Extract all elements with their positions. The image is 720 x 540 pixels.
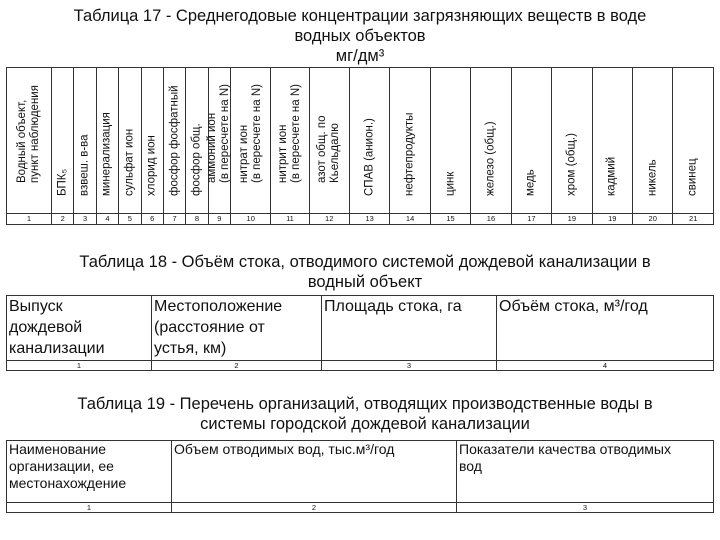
t17-col-header (52, 68, 74, 214)
t17-col-number: 6 (141, 214, 163, 225)
table-19 (6, 440, 714, 513)
t17-col-header (633, 68, 673, 214)
t17-col-header (7, 68, 52, 214)
t17-col-label: кадмий (605, 156, 618, 196)
t17-col-header (186, 68, 208, 214)
t17-col-number: 16 (471, 214, 511, 225)
table-17 (6, 67, 714, 225)
t17-col-number: 7 (163, 214, 185, 225)
t17-col-header (471, 68, 511, 214)
t17-col-header (349, 68, 389, 214)
t17-col-header (271, 68, 309, 214)
table-17-title: Таблица 17 - Среднегодовые концентрации загрязняющих веществ в воде водных объектов мг/дм³ (73, 7, 647, 65)
t17-col-header (511, 68, 551, 214)
t17-col-number: 14 (390, 214, 430, 225)
t18-num-2: 2 (152, 361, 322, 371)
t19-num-2: 2 (172, 503, 457, 513)
t17-col-label: нитрат ион (в пересчете на N) (237, 84, 263, 183)
t17-col-number: 9 (208, 214, 230, 225)
t17-col-label: БПК₅ (56, 168, 69, 196)
t17-col-header (673, 68, 714, 214)
t17-col-number: 12 (309, 214, 349, 225)
t17-col-header (163, 68, 185, 214)
t17-col-header (430, 68, 470, 214)
t17-col-label: аммоний ион (в пересчете на N) (206, 84, 232, 183)
t19-col-quality: Показатели качества отводимых вод (457, 441, 714, 503)
t17-col-label: нитрит ион (в пересчете на N) (276, 84, 302, 183)
t17-col-label: фосфор фосфатный (168, 85, 181, 196)
t17-col-number: 13 (349, 214, 389, 225)
t17-col-label: взвеш. в-ва (78, 134, 91, 196)
t17-col-label: никель (646, 159, 659, 196)
t18-col-location: Местоположение (расстояние от устья, км) (152, 296, 322, 361)
t17-col-label: цинк (444, 171, 457, 196)
t19-col-org: Наименование организации, ее местонахождение (7, 441, 172, 503)
t19-num-3: 3 (457, 503, 714, 513)
t17-col-number: 11 (271, 214, 309, 225)
t17-col-number: 17 (511, 214, 551, 225)
table-18 (6, 295, 714, 371)
t17-col-header (119, 68, 141, 214)
t17-col-header (390, 68, 430, 214)
t18-col-area: Площадь стока, га (322, 296, 497, 361)
t17-col-header (74, 68, 96, 214)
t17-col-number: 5 (119, 214, 141, 225)
t17-col-header (592, 68, 632, 214)
t19-col-volume: Объем отводимых вод, тыс.м³/год (172, 441, 457, 503)
t17-col-header (309, 68, 349, 214)
t17-col-label: Водный объект, пункт наблюдения (16, 85, 41, 183)
t17-col-label: минерализация (100, 112, 113, 196)
t17-col-number: 1 (7, 214, 52, 225)
t17-col-number: 8 (186, 214, 208, 225)
t17-col-number: 15 (430, 214, 470, 225)
t17-col-header (141, 68, 163, 214)
t18-col-outlet: Выпуск дождевой канализации (7, 296, 152, 361)
t17-col-number: 21 (673, 214, 714, 225)
t17-col-label: хлорид ион (145, 135, 158, 196)
t17-col-number: 4 (96, 214, 118, 225)
t17-col-label: СПАВ (анион.) (363, 118, 376, 196)
t18-num-4: 4 (497, 361, 714, 371)
t18-num-3: 3 (322, 361, 497, 371)
t17-col-number: 2 (52, 214, 74, 225)
t18-col-volume: Объём стока, м³/год (497, 296, 714, 361)
t17-col-label: свинец (686, 158, 699, 196)
t17-col-number: 19 (552, 214, 592, 225)
t17-col-number: 20 (633, 214, 673, 225)
t17-col-header (231, 68, 271, 214)
t17-col-label: нефтепродукты (403, 112, 416, 196)
t17-col-label: медь (524, 169, 537, 196)
t17-col-label: азот общ. по Кьельдалю (316, 115, 342, 183)
t17-col-number: 10 (231, 214, 271, 225)
t17-col-header (208, 68, 230, 214)
t17-col-label: сульфат ион (123, 128, 136, 196)
t17-col-header (96, 68, 118, 214)
t17-col-number: 3 (74, 214, 96, 225)
table-19-title: Таблица 19 - Перечень организаций, отводящих производственные воды в системы городской дождевой канализации (77, 395, 653, 433)
t17-col-label: фосфор общ. (190, 123, 203, 196)
t17-col-label: железо (общ.) (484, 121, 497, 196)
t17-col-label: хром (общ.) (565, 133, 578, 196)
t17-col-header (552, 68, 592, 214)
t18-num-1: 1 (7, 361, 152, 371)
t19-num-1: 1 (7, 503, 172, 513)
t17-col-number: 19 (592, 214, 632, 225)
table-18-title: Таблица 18 - Объём стока, отводимого системой дождевой канализации в водный объект (79, 253, 651, 291)
